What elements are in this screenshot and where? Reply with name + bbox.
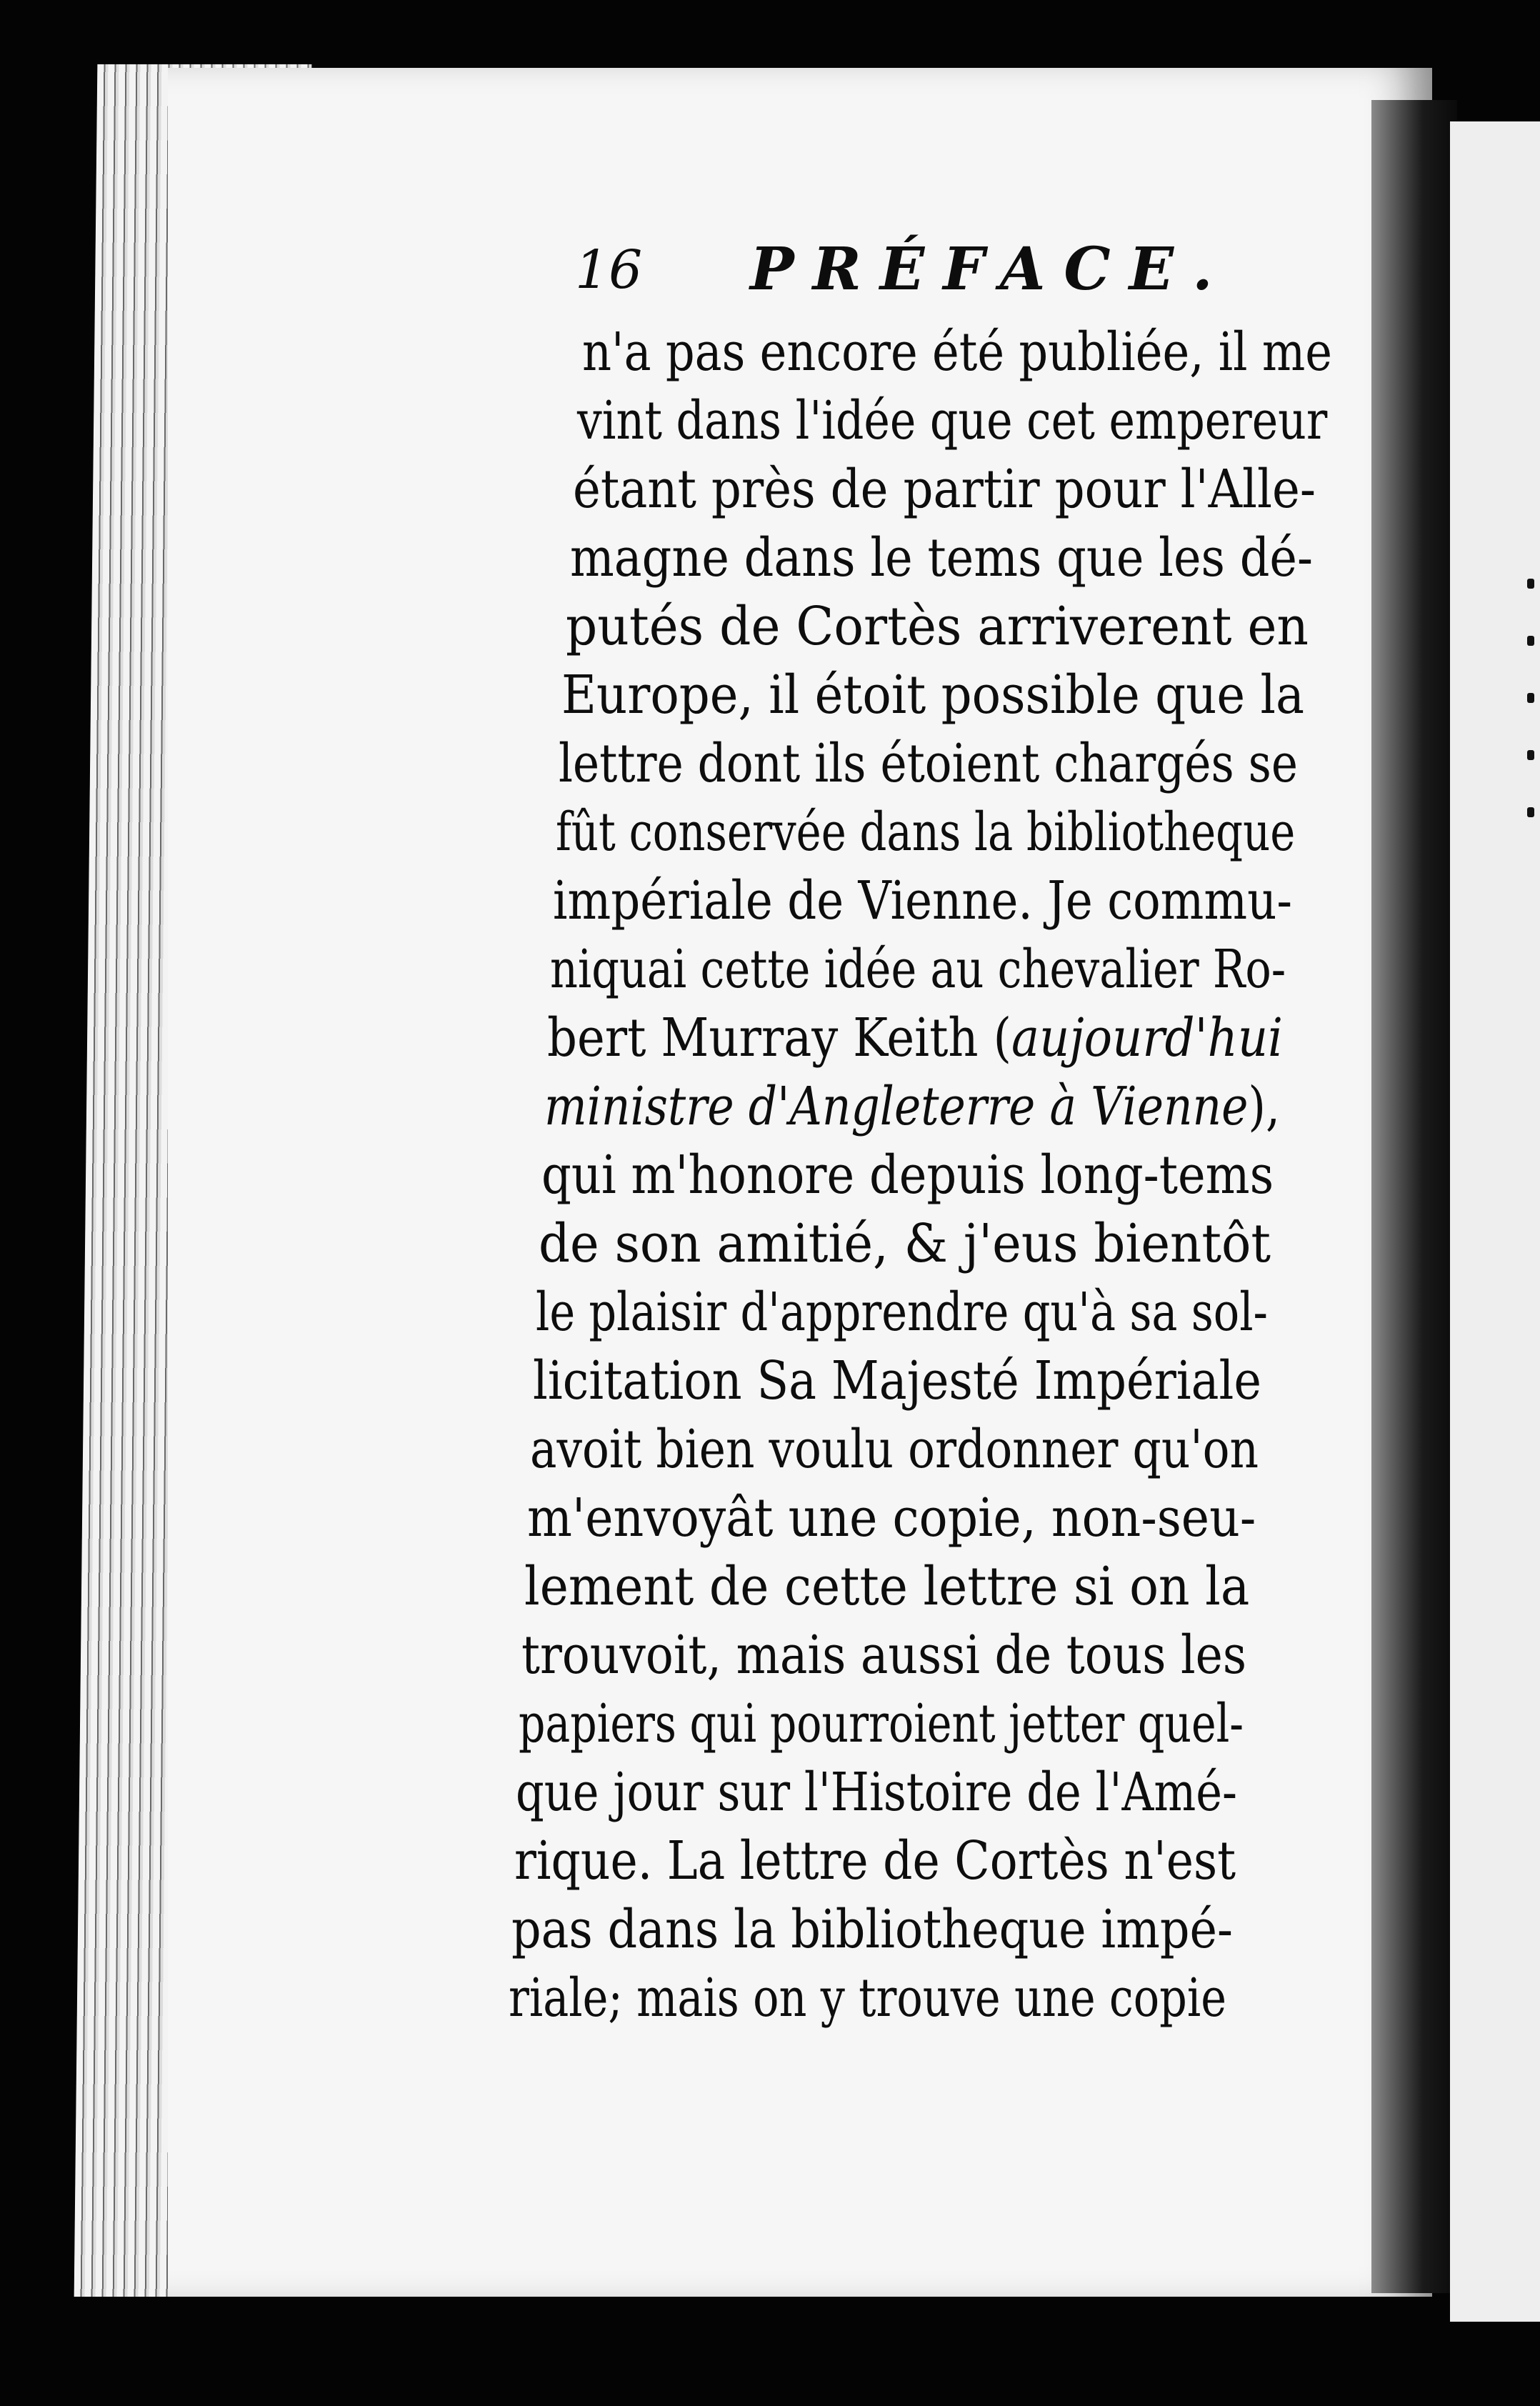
- page-text: [509, 235, 1371, 2032]
- text-line: niquai cette idée au chevalier Ro-: [550, 939, 1286, 1000]
- text-line: pas dans la bibliotheque impé-: [511, 1899, 1233, 1960]
- text-line: lettre dont ils étoient chargés se: [559, 733, 1298, 794]
- ink-speck: [1527, 807, 1534, 817]
- ink-speck: [1527, 750, 1534, 760]
- ink-speck: [1527, 693, 1534, 703]
- text-line: licitation Sa Majesté Impériale: [533, 1350, 1261, 1412]
- text-line: n'a pas encore été publiée, il me: [582, 321, 1332, 383]
- line-italic-part: aujourd'hui: [1011, 1007, 1283, 1069]
- text-line: riale; mais on y trouve une copie: [509, 1967, 1226, 2029]
- line-roman-part: ),: [1248, 1076, 1280, 1137]
- text-line: m'envoyât une copie, non-seu-: [527, 1487, 1256, 1549]
- text-line: papiers qui pourroient jetter quel-: [519, 1693, 1244, 1754]
- text-line: que jour sur l'Histoire de l'Amé-: [516, 1762, 1237, 1823]
- facing-page-edge: [1450, 121, 1540, 2322]
- ink-speck: [1527, 579, 1534, 589]
- text-line: Europe, il étoit possible que la: [561, 664, 1304, 726]
- text-line: trouvoit, mais aussi de tous les: [521, 1624, 1247, 1686]
- text-line: de son amitié, & j'eus bientôt: [539, 1213, 1271, 1274]
- running-head: PRÉFACE.: [750, 235, 1231, 304]
- text-line: vint dans l'idée que cet empereur: [577, 390, 1328, 451]
- text-line: rique. La lettre de Cortès n'est: [514, 1830, 1236, 1892]
- book-gutter: [1371, 100, 1457, 2293]
- text-line: étant près de partir pour l'Alle-: [573, 459, 1316, 520]
- text-line: impériale de Vienne. Je commu-: [553, 870, 1292, 932]
- text-line: le plaisir d'apprendre qu'à sa sol-: [536, 1282, 1268, 1343]
- text-line: avoit bien voulu ordonner qu'on: [530, 1419, 1259, 1480]
- page-header: [514, 235, 1371, 318]
- line-roman-part: bert Murray Keith (: [547, 1007, 1012, 1069]
- page-number: 16: [575, 239, 643, 301]
- text-line: [547, 1004, 1283, 1072]
- line-italic-part: ministre d'Angleterre à Vienne: [544, 1076, 1249, 1137]
- text-line: [544, 1072, 1280, 1141]
- text-line: qui m'honore depuis long-tems: [541, 1144, 1274, 1206]
- text-line: lement de cette lettre si on la: [524, 1556, 1250, 1617]
- text-line: putés de Cortès arriverent en: [566, 596, 1309, 657]
- text-line: magne dans le tems que les dé-: [570, 527, 1313, 589]
- ink-speck: [1527, 636, 1534, 646]
- text-line: fût conservée dans la bibliotheque: [556, 802, 1296, 863]
